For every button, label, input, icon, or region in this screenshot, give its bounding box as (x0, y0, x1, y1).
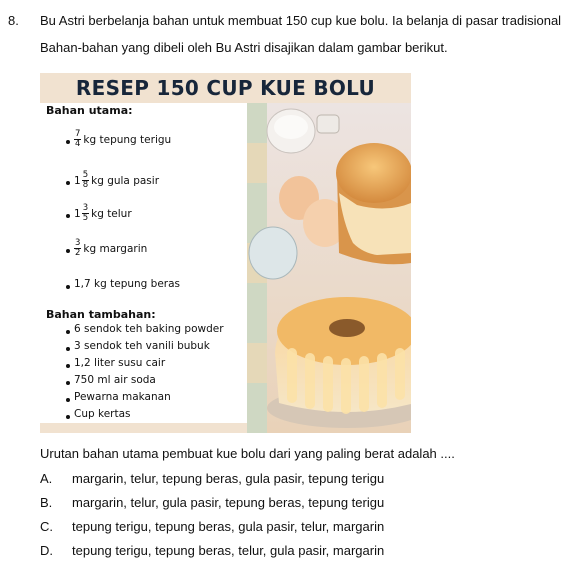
bullet-icon (66, 398, 70, 402)
bullet-icon (66, 214, 70, 218)
fraction: $\frac{7}{4}$ (75, 129, 81, 149)
cake-photo-illustration (247, 103, 411, 433)
extra-ingredient-item: 3 sendok teh vanili bubuk (74, 340, 210, 352)
bullet-icon (66, 285, 70, 289)
recipe-title: RESEP 150 CUP KUE BOLU (75, 76, 376, 100)
extra-ingredients-heading: Bahan tambahan: (46, 308, 156, 321)
question-prompt: Urutan bahan utama pembuat kue bolu dari yang paling berat adalah .... (40, 446, 455, 461)
bullet-icon (66, 181, 70, 185)
option-d-text[interactable]: tepung terigu, tepung beras, telur, gula pasir, margarin (72, 543, 385, 558)
option-b-text[interactable]: margarin, telur, gula pasir, tepung beras, tepung terigu (72, 495, 385, 510)
bullet-icon (66, 364, 70, 368)
option-c-text[interactable]: tepung terigu, tepung beras, gula pasir, telur, margarin (72, 519, 385, 534)
main-ingredient-item: $\frac{7}{4}$ kg tepung terigu (75, 129, 172, 149)
bullet-icon (66, 249, 70, 253)
option-c-letter: C. (40, 519, 53, 534)
fraction: $\frac{3}{5}$ (82, 203, 89, 223)
option-a-text[interactable]: margarin, telur, tepung beras, gula pasir, tepung terigu (72, 471, 385, 486)
question-number: 8. (8, 13, 19, 28)
main-ingredients-heading: Bahan utama: (46, 104, 133, 117)
extra-ingredient-item: 6 sendok teh baking powder (74, 323, 224, 335)
bullet-icon (66, 330, 70, 334)
main-ingredient-item: $\frac{3}{2}$ kg margarin (75, 238, 148, 258)
extra-ingredient-item: 1,2 liter susu cair (74, 357, 166, 369)
option-a-letter: A. (40, 471, 53, 486)
fraction: $\frac{5}{8}$ (82, 170, 89, 190)
ingredients-panel (40, 103, 247, 423)
question-intro-line-1: Bu Astri berbelanja bahan untuk membuat 150 cup kue bolu. Ia belanja di pasar tradisional (40, 13, 562, 28)
fraction: $\frac{3}{2}$ (75, 238, 81, 258)
bullet-icon (66, 347, 70, 351)
bullet-icon (66, 381, 70, 385)
main-ingredient-item: 1,7 kg tepung beras (74, 278, 181, 290)
bullet-icon (66, 140, 70, 144)
main-ingredient-item: 1 $\frac{5}{8}$ kg gula pasir (74, 170, 160, 190)
option-b-letter: B. (40, 495, 53, 510)
extra-ingredient-item: 750 ml air soda (74, 374, 156, 386)
option-d-letter: D. (40, 543, 53, 558)
recipe-card (40, 73, 411, 433)
extra-ingredient-item: Cup kertas (74, 408, 131, 420)
main-ingredient-item: 1 $\frac{3}{5}$ kg telur (74, 203, 132, 223)
extra-ingredient-item: Pewarna makanan (74, 391, 171, 403)
question-intro-line-2: Bahan-bahan yang dibeli oleh Bu Astri disajikan dalam gambar berikut. (40, 40, 448, 55)
bullet-icon (66, 415, 70, 419)
